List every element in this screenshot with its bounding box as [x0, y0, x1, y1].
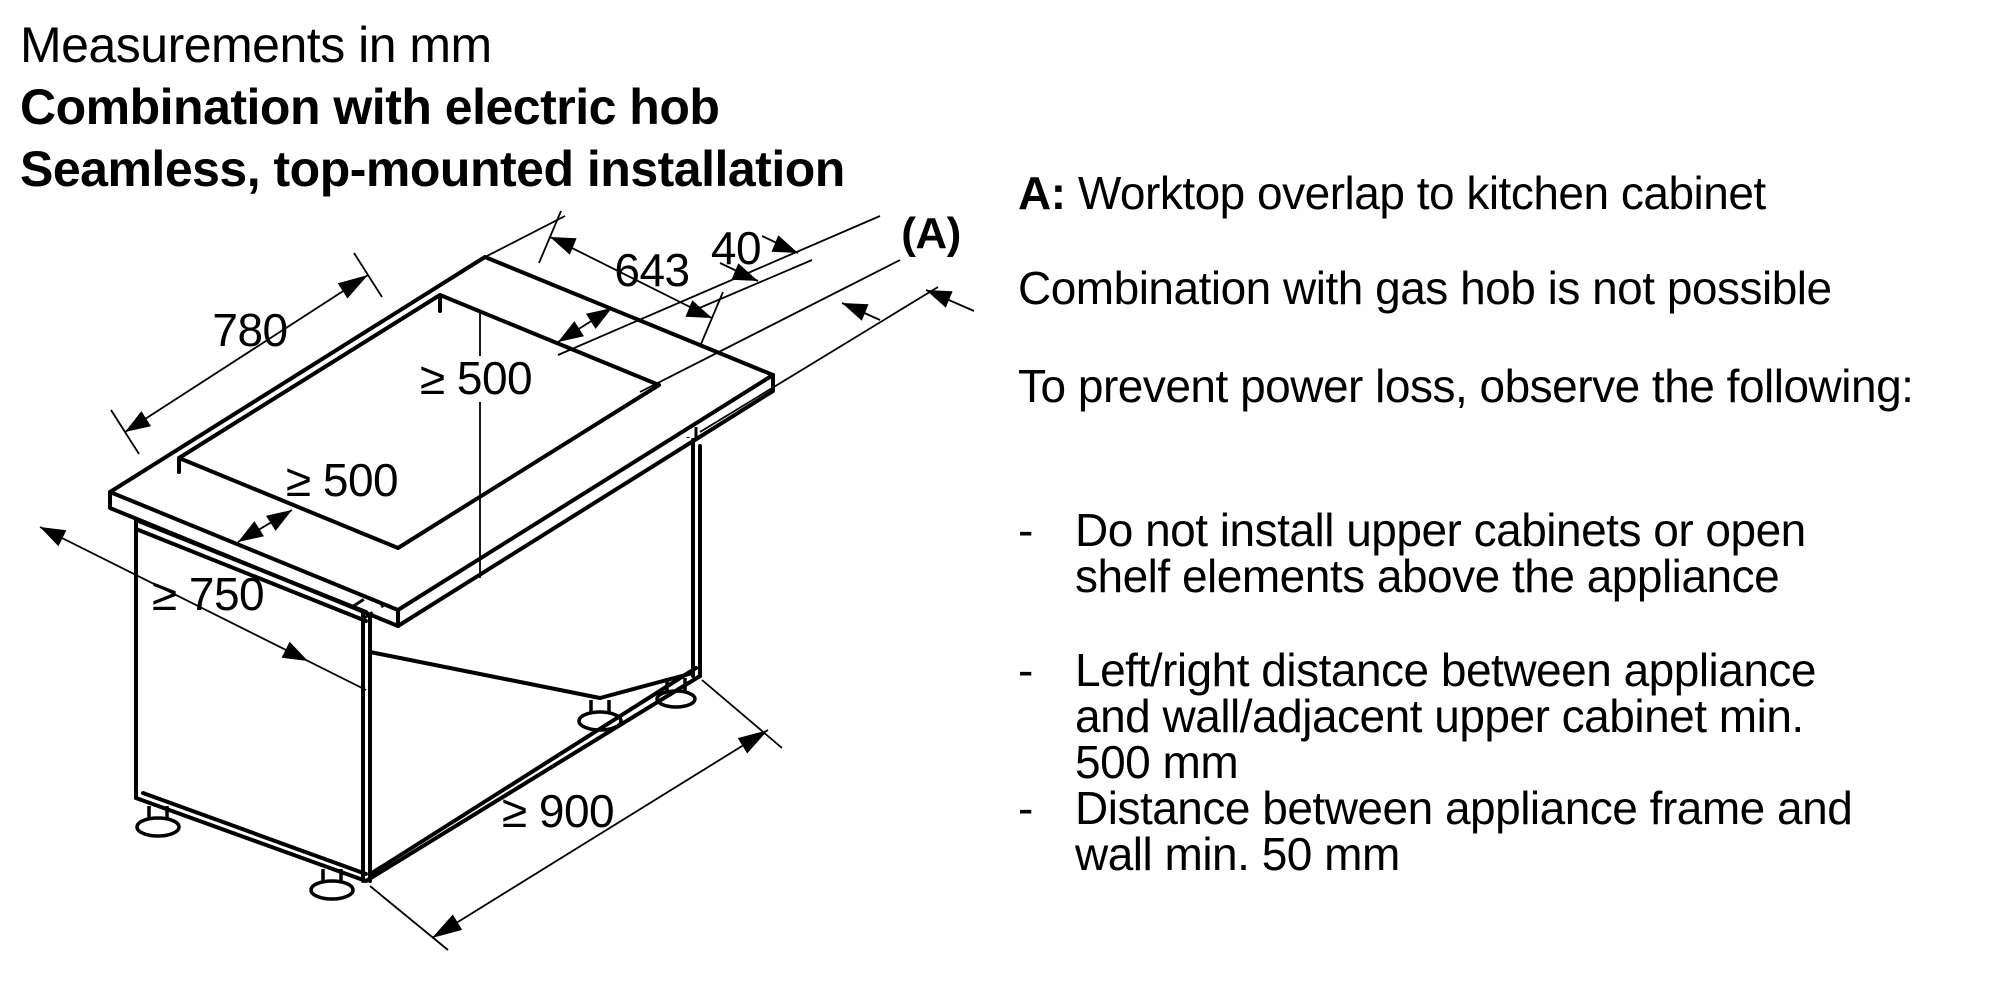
dim-780-label: 780 [212, 304, 288, 356]
bullet3-line1: Distance between appliance frame and [1075, 782, 1853, 834]
notes-bullet-list [1018, 504, 1853, 880]
note-a-text: Worktop overlap to kitchen cabinet [1065, 167, 1766, 219]
bullet1-line1: Do not install upper cabinets or open [1075, 504, 1806, 556]
bullet3-line2: wall min. 50 mm [1075, 828, 1400, 880]
bullet2-line2: and wall/adjacent upper cabinet min. [1075, 690, 1804, 742]
title-seamless: Seamless, top-mounted installation [20, 141, 845, 197]
dim-500-top-label: ≥ 500 [419, 352, 533, 404]
dim-643-label: 643 [614, 244, 690, 296]
bullet2-line1: Left/right distance between appliance [1075, 644, 1817, 696]
dim-750-label: ≥ 750 [151, 568, 265, 620]
note-gas-hob: Combination with gas hob is not possible [1018, 262, 1832, 314]
bullet1-line2: shelf elements above the appliance [1075, 550, 1780, 602]
list-item [1018, 644, 1852, 788]
note-a-prefix: A: [1018, 167, 1066, 219]
dim-40-label: 40 [710, 222, 762, 274]
dim-500-left-label: ≥ 500 [285, 454, 399, 506]
list-item [1018, 504, 1852, 602]
dim-a-label: (A) [901, 209, 961, 258]
title-measurements: Measurements in mm [20, 17, 492, 73]
bullet-dash: - [1018, 782, 1033, 834]
bullet2-line3: 500 mm [1075, 736, 1239, 788]
title-combination: Combination with electric hob [20, 79, 720, 135]
bullet-dash: - [1018, 504, 1033, 556]
bullet-dash: - [1018, 644, 1033, 696]
dim-900-label: ≥ 900 [501, 785, 615, 837]
list-item [1018, 782, 1853, 880]
note-power-loss: To prevent power loss, observe the following: [1018, 360, 1914, 412]
note-worktop-overlap [1018, 167, 1766, 219]
